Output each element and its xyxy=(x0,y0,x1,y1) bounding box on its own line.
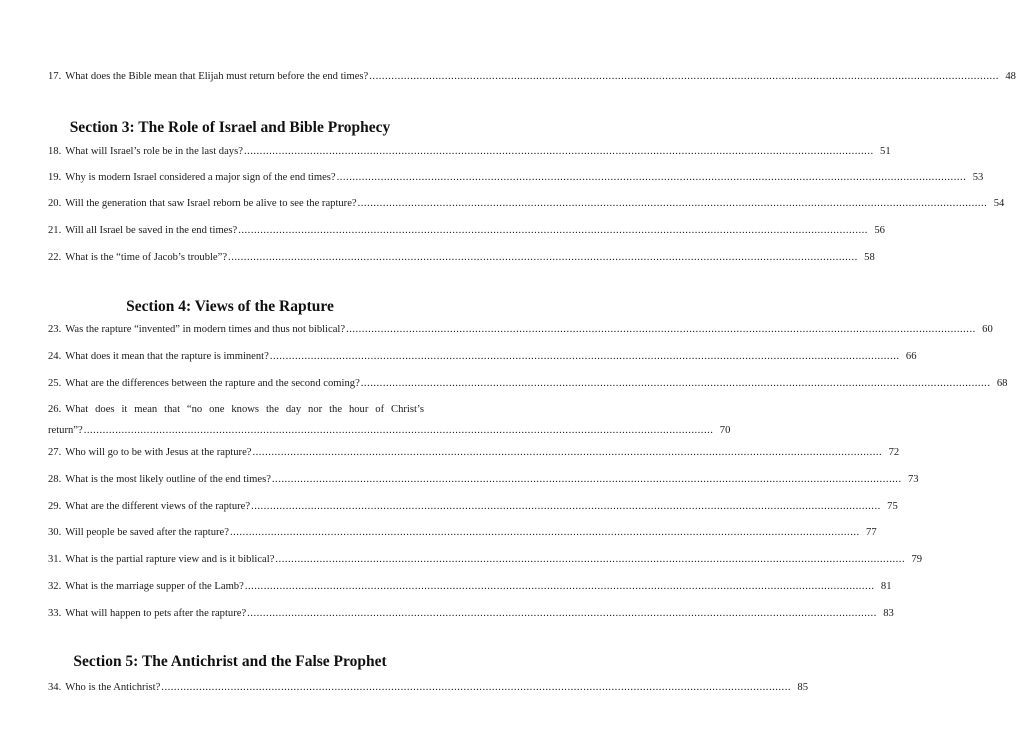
toc-entry[interactable] xyxy=(48,553,923,567)
toc-entry[interactable] xyxy=(48,473,919,487)
entry-title: What are the differences between the rapture and the second coming? xyxy=(65,378,360,389)
dot-leader: ........................................................................................................................................................................................................ xyxy=(252,447,883,458)
entry-number: 26. xyxy=(48,404,62,415)
entry-title: Will all Israel be saved in the end times? xyxy=(65,225,238,236)
toc-entry[interactable] xyxy=(48,607,894,621)
toc-entry[interactable] xyxy=(48,145,891,159)
dot-leader: ........................................................................................................................................................................................................ xyxy=(243,146,874,157)
entry-number: 23. xyxy=(48,324,62,335)
toc-entry[interactable] xyxy=(48,323,993,337)
entry-title-continued: return”? xyxy=(48,425,83,436)
entry-title: What are the different views of the rapture? xyxy=(65,501,251,512)
entry-title: What is the partial rapture view and is it biblical? xyxy=(65,554,275,565)
toc-entry[interactable] xyxy=(48,224,885,238)
entry-page-number: 77 xyxy=(866,527,877,538)
entry-number: 21. xyxy=(48,225,62,236)
entry-title: What is the “time of Jacob’s trouble”? xyxy=(65,252,228,263)
dot-leader: ........................................................................................................................................................................................................ xyxy=(251,501,881,512)
entry-page-number: 60 xyxy=(982,324,993,335)
dot-leader: ........................................................................................................................................................................................................ xyxy=(357,198,988,209)
toc-entry[interactable] xyxy=(48,500,898,514)
entry-title: Who is the Antichrist? xyxy=(65,682,161,693)
dot-leader: ........................................................................................................................................................................................................ xyxy=(161,682,791,693)
entry-title: Was the rapture “invented” in modern times and thus not biblical? xyxy=(65,324,346,335)
entry-page-number: 66 xyxy=(905,351,917,362)
toc-entry[interactable] xyxy=(48,350,917,364)
entry-number: 20. xyxy=(48,198,62,209)
entry-number: 34. xyxy=(48,682,62,693)
entry-title: What does the Bible mean that Elijah must return before the end times? xyxy=(65,71,369,82)
entry-page-number: 68 xyxy=(996,378,1008,389)
dot-leader: ........................................................................................................................................................................................................ xyxy=(229,527,860,538)
entry-number: 25. xyxy=(48,378,62,389)
dot-leader: ........................................................................................................................................................................................................ xyxy=(336,172,967,183)
entry-page-number: 83 xyxy=(883,608,894,619)
dot-leader: ........................................................................................................................................................................................................ xyxy=(271,474,902,485)
toc-entry[interactable] xyxy=(48,580,892,594)
toc-entry[interactable] xyxy=(48,251,875,265)
entry-page-number: 70 xyxy=(719,425,731,436)
toc-entry[interactable] xyxy=(48,171,984,185)
dot-leader: ........................................................................................................................................................................................................ xyxy=(269,351,900,362)
entry-page-number: 48 xyxy=(1005,71,1016,82)
entry-number: 32. xyxy=(48,581,62,592)
entry-title: Will people be saved after the rapture? xyxy=(65,527,229,538)
entry-title: What will Israel’s role be in the last days? xyxy=(65,146,243,157)
section-heading: Section 3: The Role of Israel and Bible Prophecy xyxy=(69,119,391,136)
entry-page-number: 73 xyxy=(908,474,919,485)
dot-leader: ........................................................................................................................................................................................................ xyxy=(369,71,999,82)
entry-number: 19. xyxy=(48,172,62,183)
toc-entry[interactable] xyxy=(48,403,731,438)
section-heading: Section 5: The Antichrist and the False Prophet xyxy=(73,653,387,670)
dot-leader: ........................................................................................................................................................................................................ xyxy=(244,581,875,592)
dot-leader: ........................................................................................................................................................................................................ xyxy=(346,324,976,335)
dot-leader: ........................................................................................................................................................................................................ xyxy=(247,608,877,619)
entry-title: What is the most likely outline of the end times? xyxy=(65,474,271,485)
toc-entry[interactable] xyxy=(48,446,900,460)
entry-title: Why is modern Israel considered a major sign of the end times? xyxy=(65,172,336,183)
entry-number: 29. xyxy=(48,501,62,512)
entry-number: 24. xyxy=(48,351,62,362)
entry-page-number: 51 xyxy=(880,146,891,157)
entry-title: What will happen to pets after the rapture? xyxy=(65,608,247,619)
entry-number: 27. xyxy=(48,447,62,458)
entry-page-number: 72 xyxy=(888,447,900,458)
entry-page-number: 81 xyxy=(880,581,892,592)
entry-title: Who will go to be with Jesus at the rapture? xyxy=(65,447,252,458)
entry-page-number: 75 xyxy=(887,501,898,512)
toc-entry[interactable] xyxy=(48,70,1016,84)
entry-page-number: 54 xyxy=(993,198,1005,209)
toc-entry[interactable] xyxy=(48,526,877,540)
dot-leader: ........................................................................................................................................................................................................ xyxy=(228,252,858,263)
entry-title: Will the generation that saw Israel reborn be alive to see the rapture? xyxy=(65,198,357,209)
entry-page-number: 56 xyxy=(874,225,885,236)
entry-title: What does it mean that “no one knows the day nor the hour of Christ’s xyxy=(65,404,424,415)
entry-number: 28. xyxy=(48,474,62,485)
entry-number: 30. xyxy=(48,527,62,538)
toc-entry[interactable] xyxy=(48,377,1008,391)
dot-leader: ........................................................................................................................................................................................................ xyxy=(83,425,714,436)
entry-page-number: 53 xyxy=(972,172,984,183)
entry-page-number: 58 xyxy=(864,252,875,263)
dot-leader: ........................................................................................................................................................................................................ xyxy=(275,554,906,565)
entry-number: 18. xyxy=(48,146,62,157)
toc-entry[interactable] xyxy=(48,681,808,695)
dot-leader: ........................................................................................................................................................................................................ xyxy=(238,225,868,236)
toc-entry[interactable] xyxy=(48,197,1005,211)
section-heading: Section 4: Views of the Rapture xyxy=(126,298,334,315)
entry-number: 22. xyxy=(48,252,62,263)
entry-title: What does it mean that the rapture is imminent? xyxy=(65,351,269,362)
entry-title: What is the marriage supper of the Lamb? xyxy=(65,581,244,592)
entry-page-number: 79 xyxy=(911,554,923,565)
entry-number: 31. xyxy=(48,554,62,565)
dot-leader: ........................................................................................................................................................................................................ xyxy=(360,378,991,389)
entry-number: 17. xyxy=(48,71,62,82)
entry-page-number: 85 xyxy=(797,682,808,693)
entry-number: 33. xyxy=(48,608,62,619)
